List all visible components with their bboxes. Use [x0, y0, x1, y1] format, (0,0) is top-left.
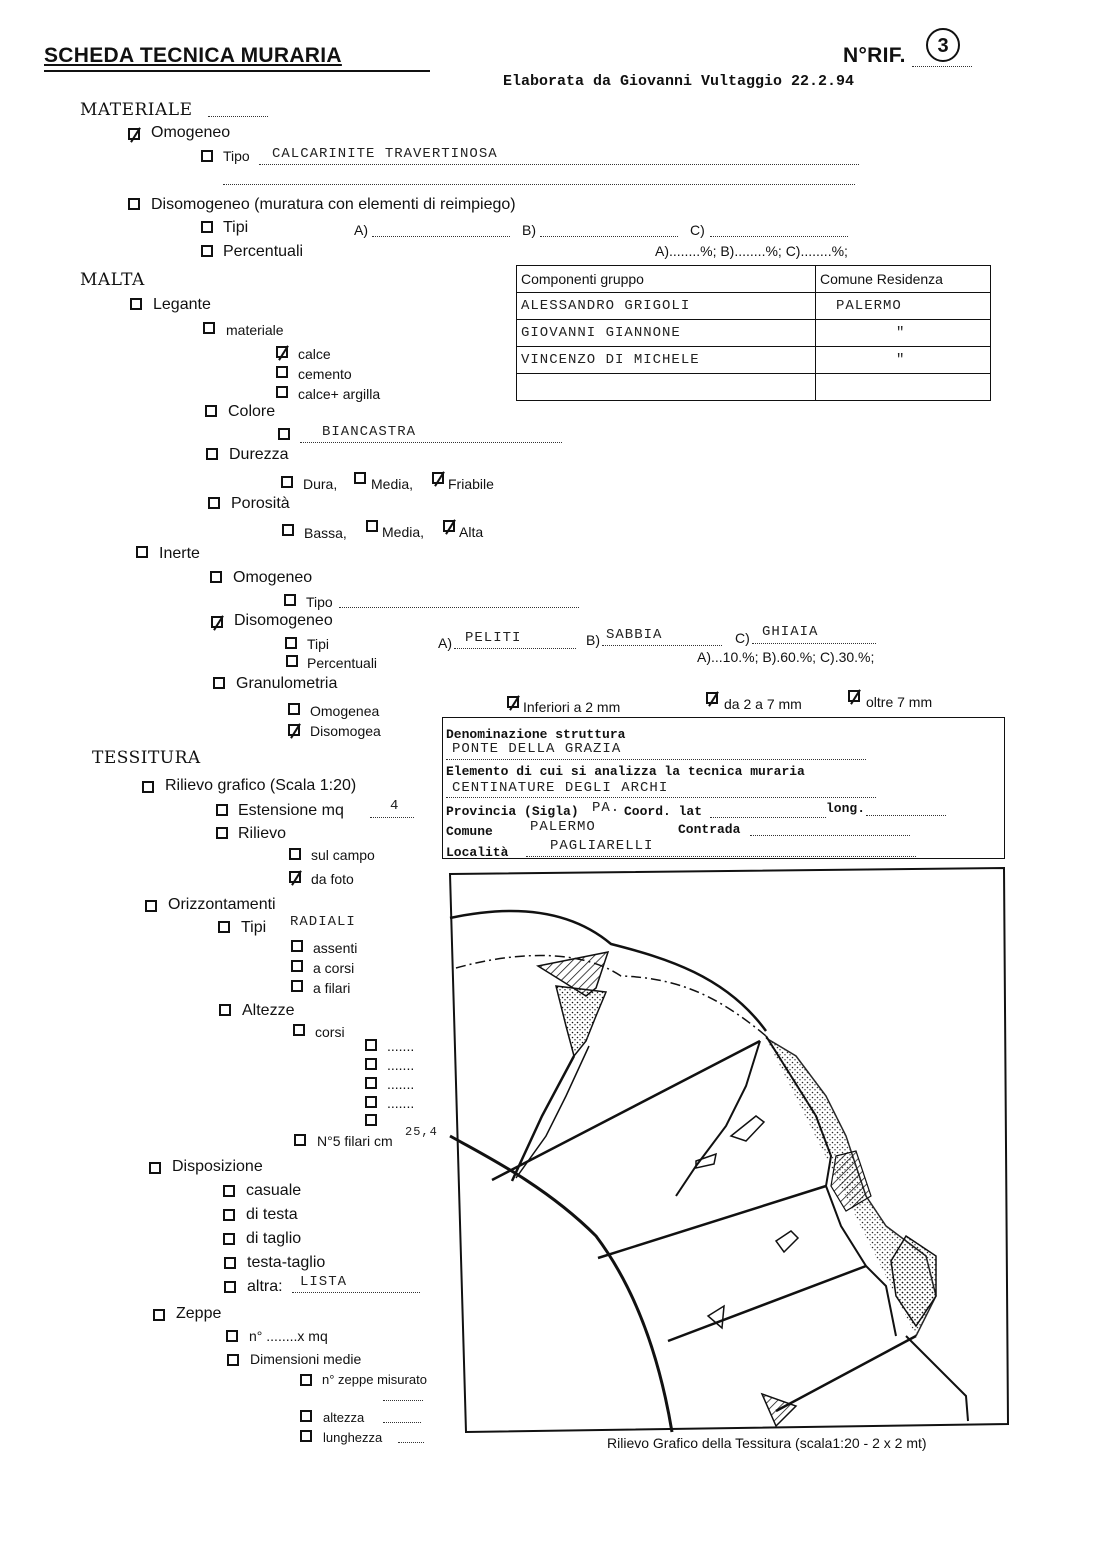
denominazione-value: PONTE DELLA GRAZIA: [452, 741, 622, 757]
da2a7-checkbox[interactable]: [706, 692, 718, 704]
corsi-sub-checkbox-2[interactable]: [365, 1058, 377, 1070]
col-componenti: Componenti gruppo: [517, 266, 816, 293]
porosita-label: Porosità: [231, 495, 290, 512]
inerte-percentuali-checkbox[interactable]: [286, 655, 298, 667]
inerte-percentuali-label: Percentuali: [307, 655, 378, 671]
colore-value-checkbox[interactable]: [278, 428, 290, 440]
n-mq-checkbox[interactable]: [226, 1330, 238, 1342]
corsi-checkbox[interactable]: [293, 1024, 305, 1036]
tipi-a: A): [354, 222, 368, 238]
durezza-checkbox[interactable]: [206, 448, 218, 460]
durezza-label: Durezza: [229, 446, 289, 463]
cemento-checkbox[interactable]: [276, 366, 288, 378]
percentuali-label: Percentuali: [223, 243, 304, 260]
altezze-checkbox[interactable]: [219, 1004, 231, 1016]
colore-checkbox[interactable]: [205, 405, 217, 417]
bassa-checkbox[interactable]: [282, 524, 294, 536]
disomogeneo-label: Disomogeneo (muratura con elementi di reimpiego): [151, 196, 516, 213]
n5-filari-checkbox[interactable]: [294, 1134, 306, 1146]
inerte-tipo-checkbox[interactable]: [284, 594, 296, 606]
friabile-label: Friabile: [448, 476, 494, 492]
disomogea-label: Disomogea: [310, 723, 381, 739]
di-testa-label: di testa: [246, 1206, 298, 1223]
legante-label: Legante: [153, 296, 211, 313]
tipo-label: Tipo: [223, 148, 250, 164]
inerte-a-value: PELITI: [465, 630, 522, 646]
materiale-malta-checkbox[interactable]: [203, 322, 215, 334]
friabile-checkbox[interactable]: [432, 472, 444, 484]
section-tessitura: TESSITURA: [92, 748, 201, 768]
testa-taglio-label: testa-taglio: [247, 1254, 326, 1271]
casuale-label: casuale: [246, 1182, 302, 1199]
elemento-value: CENTINATURE DEGLI ARCHI: [452, 780, 669, 796]
denominazione-label: Denominazione struttura: [446, 727, 626, 742]
calce-label: calce: [298, 346, 331, 362]
tipi-c: C): [690, 222, 705, 238]
componenti-gruppo-table: [516, 265, 991, 401]
rilievo-grafico-label: Rilievo grafico (Scala 1:20): [165, 777, 357, 794]
da-foto-checkbox[interactable]: [289, 871, 301, 883]
omogenea-label: Omogenea: [310, 703, 380, 719]
rilievo-checkbox[interactable]: [216, 827, 228, 839]
inerte-disomogeneo-checkbox[interactable]: [211, 616, 223, 628]
sul-campo-label: sul campo: [311, 847, 375, 863]
omogeneo-label: Omogeneo: [151, 124, 231, 141]
a-filari-checkbox[interactable]: [291, 980, 303, 992]
corsi-sub-checkbox-3[interactable]: [365, 1077, 377, 1089]
assenti-checkbox[interactable]: [291, 940, 303, 952]
corsi-sub-2: .......: [387, 1057, 415, 1073]
oriz-tipi-value: RADIALI: [290, 914, 356, 930]
rilievo-label: Rilievo: [238, 825, 287, 842]
inerte-c-label: C): [735, 630, 750, 646]
elaborated-by: Elaborata da Giovanni Vultaggio 22.2.94: [503, 73, 855, 90]
dura-checkbox[interactable]: [281, 476, 293, 488]
corsi-sub-1: .......: [387, 1038, 415, 1054]
table-row: GIOVANNI GIANNONE ": [517, 320, 991, 347]
oltre7-checkbox[interactable]: [848, 690, 860, 702]
bassa-label: Bassa,: [304, 525, 347, 541]
dimensioni-label: Dimensioni medie: [250, 1351, 362, 1367]
cemento-label: cemento: [298, 366, 352, 382]
oriz-tipi-label: Tipi: [241, 919, 267, 936]
n-zeppe-checkbox[interactable]: [300, 1374, 312, 1386]
da-foto-label: da foto: [311, 871, 354, 887]
testa-taglio-checkbox[interactable]: [224, 1257, 236, 1269]
altezza-label: altezza: [323, 1410, 365, 1425]
inerte-checkbox[interactable]: [136, 546, 148, 558]
lunghezza-label: lunghezza: [323, 1430, 383, 1445]
inerte-b-label: B): [586, 632, 600, 648]
inerte-disomogeneo-label: Disomogeneo: [234, 612, 333, 629]
orizzontamenti-label: Orizzontamenti: [168, 896, 276, 913]
altra-label: altra:: [247, 1278, 283, 1295]
calce-checkbox[interactable]: [276, 346, 288, 358]
table-row: ALESSANDRO GRIGOLI PALERMO: [517, 293, 991, 320]
legante-checkbox[interactable]: [130, 298, 142, 310]
inerte-tipo-label: Tipo: [306, 594, 333, 610]
n5-filari-label: N°5 filari cm: [317, 1133, 393, 1149]
da2a7-label: da 2 a 7 mm: [724, 696, 802, 712]
colore-label: Colore: [228, 403, 276, 420]
assenti-label: assenti: [313, 940, 358, 956]
corsi-sub-4: .......: [387, 1095, 415, 1111]
tipi-b: B): [522, 222, 536, 238]
corsi-label: corsi: [315, 1024, 345, 1040]
altra-value: LISTA: [300, 1274, 348, 1290]
oriz-tipi-checkbox[interactable]: [218, 921, 230, 933]
alta-checkbox[interactable]: [443, 520, 455, 532]
inerte-b-value: SABBIA: [606, 627, 663, 643]
granulometria-label: Granulometria: [236, 675, 338, 692]
provincia-label: Provincia (Sigla): [446, 804, 579, 819]
rilievo-grafico-checkbox[interactable]: [142, 781, 154, 793]
corsi-sub-checkbox-5[interactable]: [365, 1114, 377, 1126]
section-materiale: MATERIALE: [80, 100, 193, 120]
sul-campo-checkbox[interactable]: [289, 848, 301, 860]
n-zeppe-label: n° zeppe misurato: [322, 1372, 427, 1387]
elemento-label: Elemento di cui si analizza la tecnica muraria: [446, 764, 805, 779]
media-porosita-label: Media,: [382, 524, 425, 540]
altra-checkbox[interactable]: [224, 1281, 236, 1293]
a-filari-label: a filari: [313, 980, 351, 996]
long-label: long.: [826, 801, 866, 816]
ref-label: N°RIF.: [843, 44, 906, 67]
alta-label: Alta: [459, 524, 484, 540]
n5-filari-value: 25,4: [405, 1125, 438, 1139]
comune-label: Comune: [446, 824, 493, 839]
estensione-checkbox[interactable]: [216, 804, 228, 816]
calce-argilla-checkbox[interactable]: [276, 386, 288, 398]
table-row: VINCENZO DI MICHELE ": [517, 347, 991, 374]
zeppe-checkbox[interactable]: [153, 1309, 165, 1321]
omogenea-checkbox[interactable]: [288, 703, 300, 715]
n-mq-label: n° ........x mq: [249, 1328, 328, 1344]
orizzontamenti-checkbox[interactable]: [145, 900, 157, 912]
comune-value: PALERMO: [530, 819, 596, 835]
omogeneo-checkbox[interactable]: [128, 128, 140, 140]
form-title: SCHEDA TECNICA MURARIA: [44, 44, 342, 67]
tipi-label: Tipi: [223, 219, 249, 236]
drawing-caption: Rilievo Grafico della Tessitura (scala1:20 - 2 x 2 mt): [607, 1435, 927, 1451]
corsi-sub-checkbox-4[interactable]: [365, 1096, 377, 1108]
altezze-label: Altezze: [242, 1002, 295, 1019]
tipi-checkbox[interactable]: [201, 221, 213, 233]
inerte-label: Inerte: [159, 545, 200, 562]
media-checkbox[interactable]: [354, 472, 366, 484]
a-corsi-checkbox[interactable]: [291, 960, 303, 972]
materiale-perc-text: A)........%; B)........%; C)........%;: [655, 243, 848, 259]
lunghezza-checkbox[interactable]: [300, 1430, 312, 1442]
estensione-label: Estensione mq: [238, 802, 344, 819]
inferiori-checkbox[interactable]: [507, 696, 519, 708]
contrada-label: Contrada: [678, 822, 741, 837]
zeppe-label: Zeppe: [176, 1305, 222, 1322]
section-malta: MALTA: [80, 270, 145, 290]
estensione-value: 4: [390, 798, 400, 814]
calce-argilla-label: calce+ argilla: [298, 386, 381, 402]
casuale-checkbox[interactable]: [223, 1185, 235, 1197]
porosita-checkbox[interactable]: [208, 497, 220, 509]
granulometria-checkbox[interactable]: [213, 677, 225, 689]
localita-label: Località: [446, 845, 509, 860]
provincia-value: PA.: [592, 800, 621, 816]
tipo-value: CALCARINITE TRAVERTINOSA: [272, 146, 498, 162]
oltre7-label: oltre 7 mm: [866, 694, 933, 710]
dura-label: Dura,: [303, 476, 338, 492]
localita-value: PAGLIARELLI: [550, 838, 654, 854]
media-porosita-checkbox[interactable]: [366, 520, 378, 532]
dimensioni-checkbox[interactable]: [227, 1354, 239, 1366]
di-taglio-checkbox[interactable]: [223, 1233, 235, 1245]
media-label: Media,: [371, 476, 414, 492]
corsi-sub-3: .......: [387, 1076, 415, 1092]
inerte-a-label: A): [438, 635, 452, 651]
disposizione-checkbox[interactable]: [149, 1162, 161, 1174]
col-comune: Comune Residenza: [816, 266, 991, 293]
di-testa-checkbox[interactable]: [223, 1209, 235, 1221]
materiale-malta-label: materiale: [226, 322, 284, 338]
table-row: [517, 374, 991, 401]
a-corsi-label: a corsi: [313, 960, 355, 976]
rilievo-grafico-drawing: [446, 866, 1010, 1438]
corsi-sub-checkbox-1[interactable]: [365, 1039, 377, 1051]
inferiori-label: Inferiori a 2 mm: [523, 699, 621, 715]
altezza-checkbox[interactable]: [300, 1410, 312, 1422]
di-taglio-label: di taglio: [246, 1230, 302, 1247]
inerte-perc-text: A)...10.%; B).60.%; C).30.%;: [697, 649, 875, 665]
disomogeneo-checkbox[interactable]: [128, 198, 140, 210]
inerte-tipi-label: Tipi: [307, 636, 330, 652]
colore-value: BIANCASTRA: [322, 424, 417, 440]
inerte-omogeneo-checkbox[interactable]: [210, 571, 222, 583]
inerte-tipi-checkbox[interactable]: [285, 637, 297, 649]
coord-label: Coord. lat: [624, 804, 703, 819]
tipo-checkbox[interactable]: [201, 150, 213, 162]
percentuali-checkbox[interactable]: [201, 245, 213, 257]
inerte-c-value: GHIAIA: [762, 624, 819, 640]
inerte-omogeneo-label: Omogeneo: [233, 569, 313, 586]
disomogea-checkbox[interactable]: [288, 724, 300, 736]
disposizione-label: Disposizione: [172, 1158, 263, 1175]
ref-number: 3: [926, 28, 960, 62]
